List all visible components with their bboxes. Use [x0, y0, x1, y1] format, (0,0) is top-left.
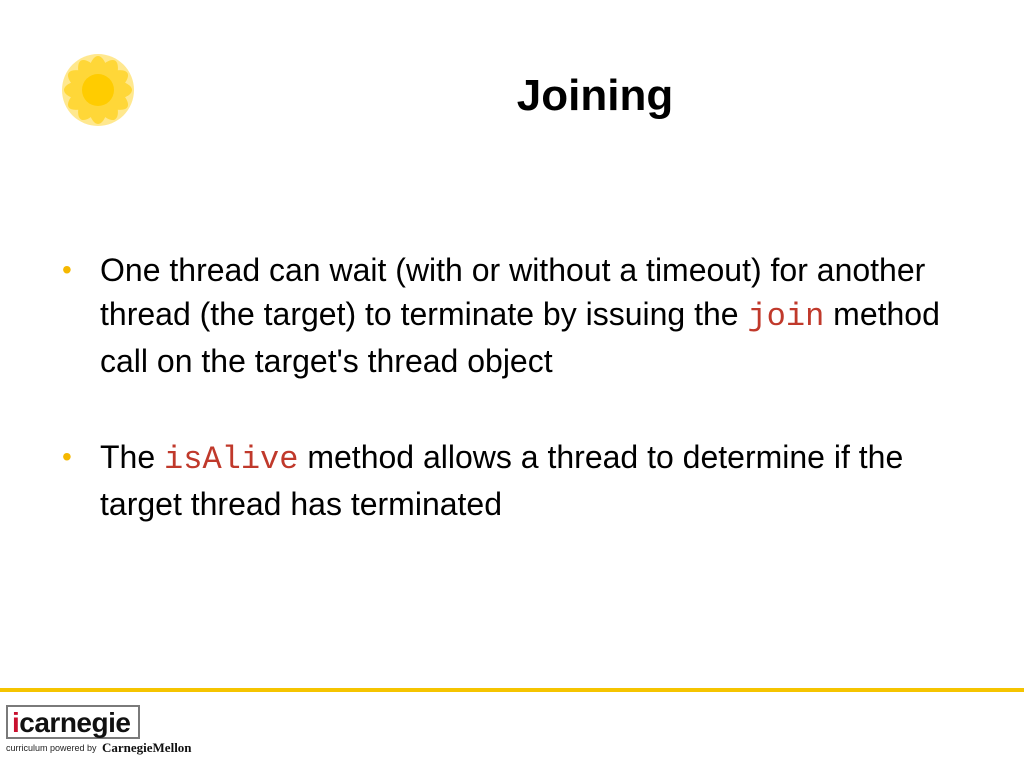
bullet-item-isalive — [60, 435, 960, 526]
icarnegie-logo — [6, 705, 206, 761]
bullet-dot-icon: • — [62, 254, 72, 285]
bullet-text: One thread can wait (with or without a timeout) for another thread (the target) to terminate by issuing the — [100, 252, 926, 332]
slide-title: Joining — [516, 71, 674, 120]
bullet-text: method call on the target's thread object — [100, 296, 940, 379]
institution-name: CarnegieMellon — [102, 740, 192, 755]
bullet-dot-icon: • — [62, 441, 72, 472]
sun-icon — [58, 52, 138, 128]
bullet-list — [60, 248, 960, 578]
bullet-item-join — [60, 248, 960, 383]
footer-divider — [0, 688, 1024, 692]
code-join: join — [747, 298, 825, 335]
bullet-text: The — [100, 439, 165, 475]
code-isalive: isAlive — [164, 441, 299, 478]
bullet-text: method allows a thread to determine if the target thread has terminated — [100, 439, 904, 522]
powered-by-text: curriculum powered by — [6, 743, 97, 753]
brand-box — [6, 705, 140, 739]
brand-wordmark: icarnegie — [12, 707, 131, 738]
